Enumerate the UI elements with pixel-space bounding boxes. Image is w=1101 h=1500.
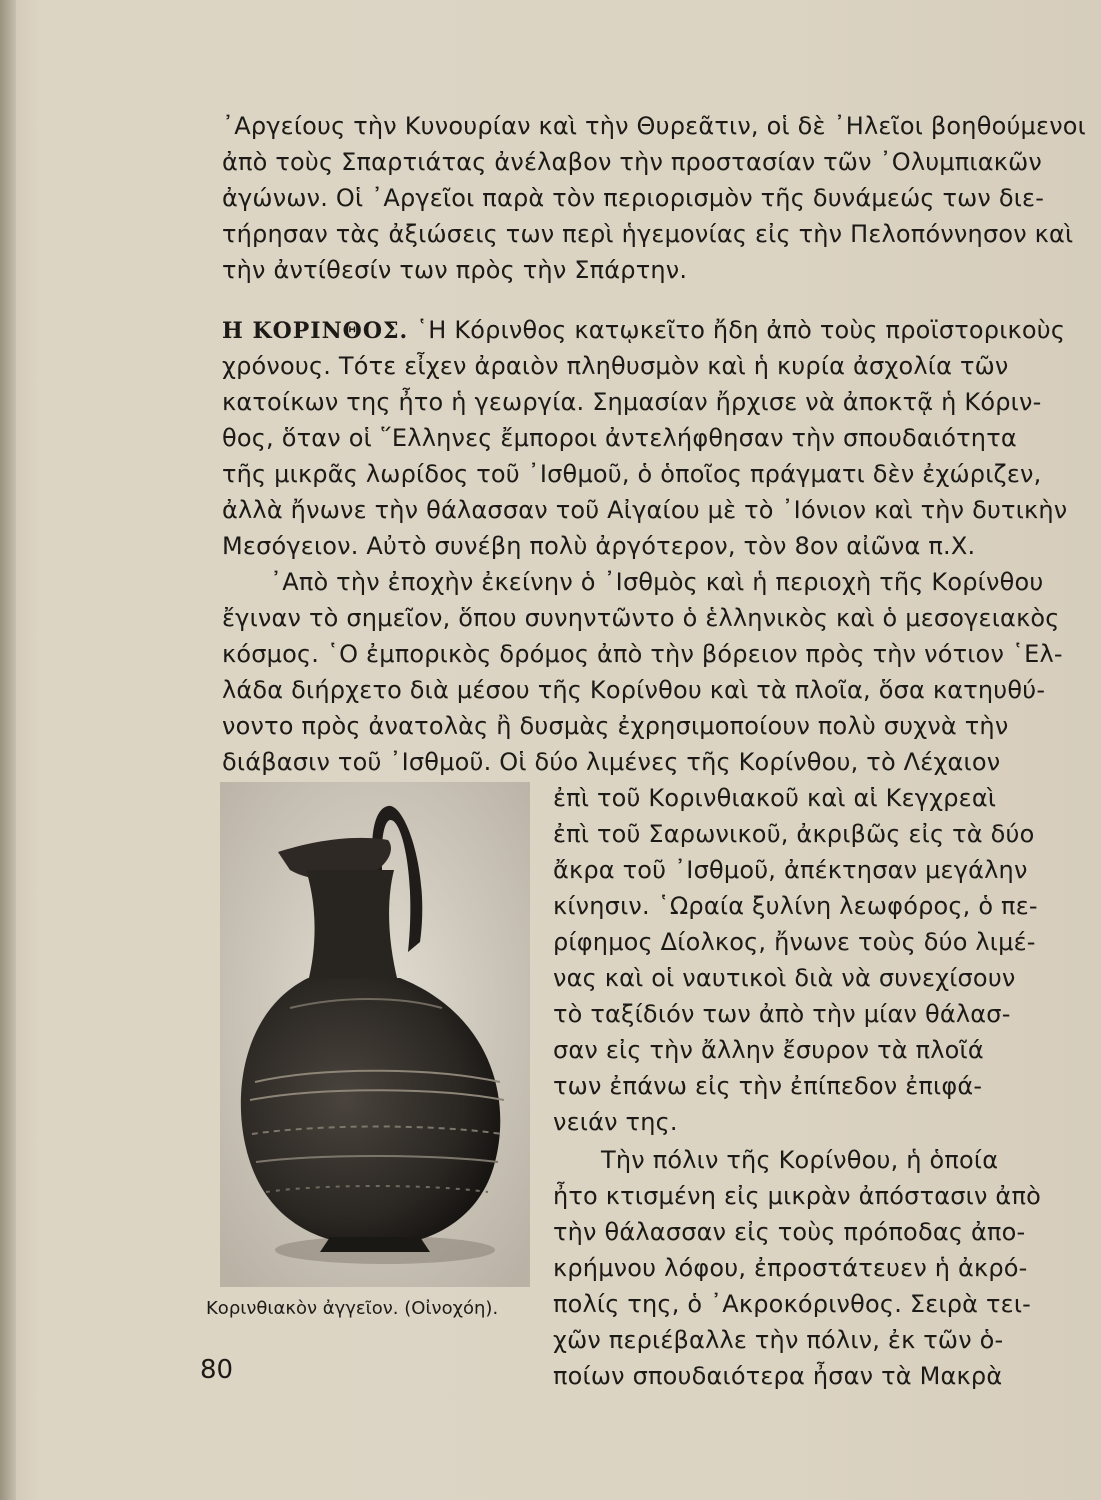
text-line: ᾿Απὸ τὴν ἐποχὴν ἐκείνην ὁ ᾿Ισθμὸς καὶ ἡ περιοχὴ τῆς Κορίνθου — [270, 568, 1044, 596]
text-line: τὴν ἀντίθεσίν των πρὸς τὴν Σπάρτην. — [222, 256, 688, 284]
section-first-line-text: ῾Η Κόρινθος κατῳκεῖτο ἤδη ἀπὸ τοὺς προϊστορικοὺς — [408, 316, 1066, 344]
text-line: νειάν της. — [553, 1108, 678, 1136]
text-line: Τὴν πόλιν τῆς Κορίνθου, ἡ ὁποία — [601, 1146, 999, 1174]
text-line: διάβασιν τοῦ ᾿Ισθμοῦ. Οἱ δύο λιμένες τῆς Κορίνθου, τὸ Λέχαιον — [222, 748, 1001, 776]
text-line: χῶν περιέβαλλε τὴν πόλιν, ἐκ τῶν ὁ- — [553, 1326, 1004, 1354]
text-line: κόσμος. ῾Ο ἐμπορικὸς δρόμος ἀπὸ τὴν βόρειον πρὸς τὴν νότιον ῾Ελ- — [222, 640, 1063, 668]
text-line: θος, ὅταν οἱ ῞Ελληνες ἔμποροι ἀντελήφθησαν τὴν σπουδαιότητα — [222, 424, 1017, 452]
book-spine-shadow — [0, 0, 16, 1500]
text-line: σαν εἰς τὴν ἄλλην ἔσυρον τὰ πλοῖά — [553, 1036, 984, 1064]
text-line: ἐπὶ τοῦ Σαρωνικοῦ, ἀκριβῶς εἰς τὰ δύο — [553, 820, 1035, 848]
text-line: των ἐπάνω εἰς τὴν ἐπίπεδον ἐπιφά- — [553, 1072, 983, 1100]
text-line: ποίων σπουδαιότερα ἦσαν τὰ Μακρὰ — [553, 1362, 1003, 1390]
figure-caption: Κορινθιακὸν ἀγγεῖον. (Οἰνοχόη). — [206, 1298, 499, 1319]
text-line: τὴν θάλασσαν εἰς τοὺς πρόποδας ἀπο- — [553, 1218, 1026, 1246]
text-line: λάδα διήρχετο διὰ μέσου τῆς Κορίνθου καὶ τὰ πλοῖα, ὅσα κατηυθύ- — [222, 676, 1046, 704]
page-number: 80 — [200, 1355, 234, 1385]
text-line: ἦτο κτισμένη εἰς μικρὰν ἀπόστασιν ἀπὸ — [553, 1182, 1041, 1210]
text-line: ἀπὸ τοὺς Σπαρτιάτας ἀνέλαβον τὴν προστασίαν τῶν ᾿Ολυμπιακῶν — [222, 148, 1043, 176]
vase-photograph — [220, 782, 530, 1287]
text-line: τὸ ταξίδιόν των ἀπὸ τὴν μίαν θάλασ- — [553, 1000, 1011, 1028]
text-line: ἔγιναν τὸ σημεῖον, ὅπου συνηντῶντο ὁ ἑλληνικὸς καὶ ὁ μεσογειακὸς — [222, 604, 1060, 632]
text-line: νας καὶ οἱ ναυτικοὶ διὰ νὰ συνεχίσουν — [553, 964, 1016, 992]
text-line: ᾿Αργείους τὴν Κυνουρίαν καὶ τὴν Θυρεᾶτιν, οἱ δὲ ᾿Ηλεῖοι βοηθούμενοι — [222, 112, 1087, 140]
text-line: ἀλλὰ ἤνωνε τὴν θάλασσαν τοῦ Αἰγαίου μὲ τὸ ᾿Ιόνιον καὶ τὴν δυτικὴν — [222, 496, 1068, 524]
text-line: νοντο πρὸς ἀνατολὰς ἢ δυσμὰς ἐχρησιμοποίουν πολὺ συχνὰ τὴν — [222, 712, 1009, 740]
text-line: Μεσόγειον. Αὐτὸ συνέβη πολὺ ἀργότερον, τὸν 8ον αἰῶνα π.Χ. — [222, 532, 976, 560]
text-line: κατοίκων της ἦτο ἡ γεωργία. Σημασίαν ἤρχισε νὰ ἀποκτᾷ ἡ Κόριν- — [222, 388, 1042, 416]
text-line: ἀγώνων. Οἱ ᾿Αργεῖοι παρὰ τὸν περιορισμὸν τῆς δυνάμεώς των διε- — [222, 184, 1045, 212]
vase-foot — [320, 1237, 430, 1252]
text-line: ἄκρα τοῦ ᾿Ισθμοῦ, ἀπέκτησαν μεγάλην — [553, 856, 1028, 884]
text-line: κίνησιν. ῾Ωραία ξυλίνη λεωφόρος, ὁ πε- — [553, 892, 1038, 920]
vase-neck — [306, 870, 398, 982]
oinochoe-vase-illustration — [220, 782, 530, 1287]
text-line: τήρησαν τὰς ἀξιώσεις των περὶ ἡγεμονίας εἰς τὴν Πελοπόννησον καὶ — [222, 220, 1074, 248]
section-heading: Η ΚΟΡΙΝΘΟΣ. — [222, 318, 409, 344]
section-first-line — [222, 312, 1066, 349]
text-line: ρίφημος Δίολκος, ἤνωνε τοὺς δύο λιμέ- — [553, 928, 1036, 956]
text-line: ἐπὶ τοῦ Κορινθιακοῦ καὶ αἱ Κεγχρεαὶ — [553, 784, 997, 812]
text-line: χρόνους. Τότε εἶχεν ἀραιὸν πληθυσμὸν καὶ ἡ κυρία ἀσχολία τῶν — [222, 352, 1009, 380]
text-line: κρήμνου λόφου, ἐπροστάτευεν ἡ ἀκρό- — [553, 1254, 1028, 1282]
text-line: τῆς μικρᾶς λωρίδος τοῦ ᾿Ισθμοῦ, ὁ ὁποῖος πράγματι δὲν ἐχώριζεν, — [222, 460, 1042, 488]
text-line: πολίς της, ὁ ᾿Ακροκόρινθος. Σειρὰ τει- — [553, 1290, 1032, 1318]
